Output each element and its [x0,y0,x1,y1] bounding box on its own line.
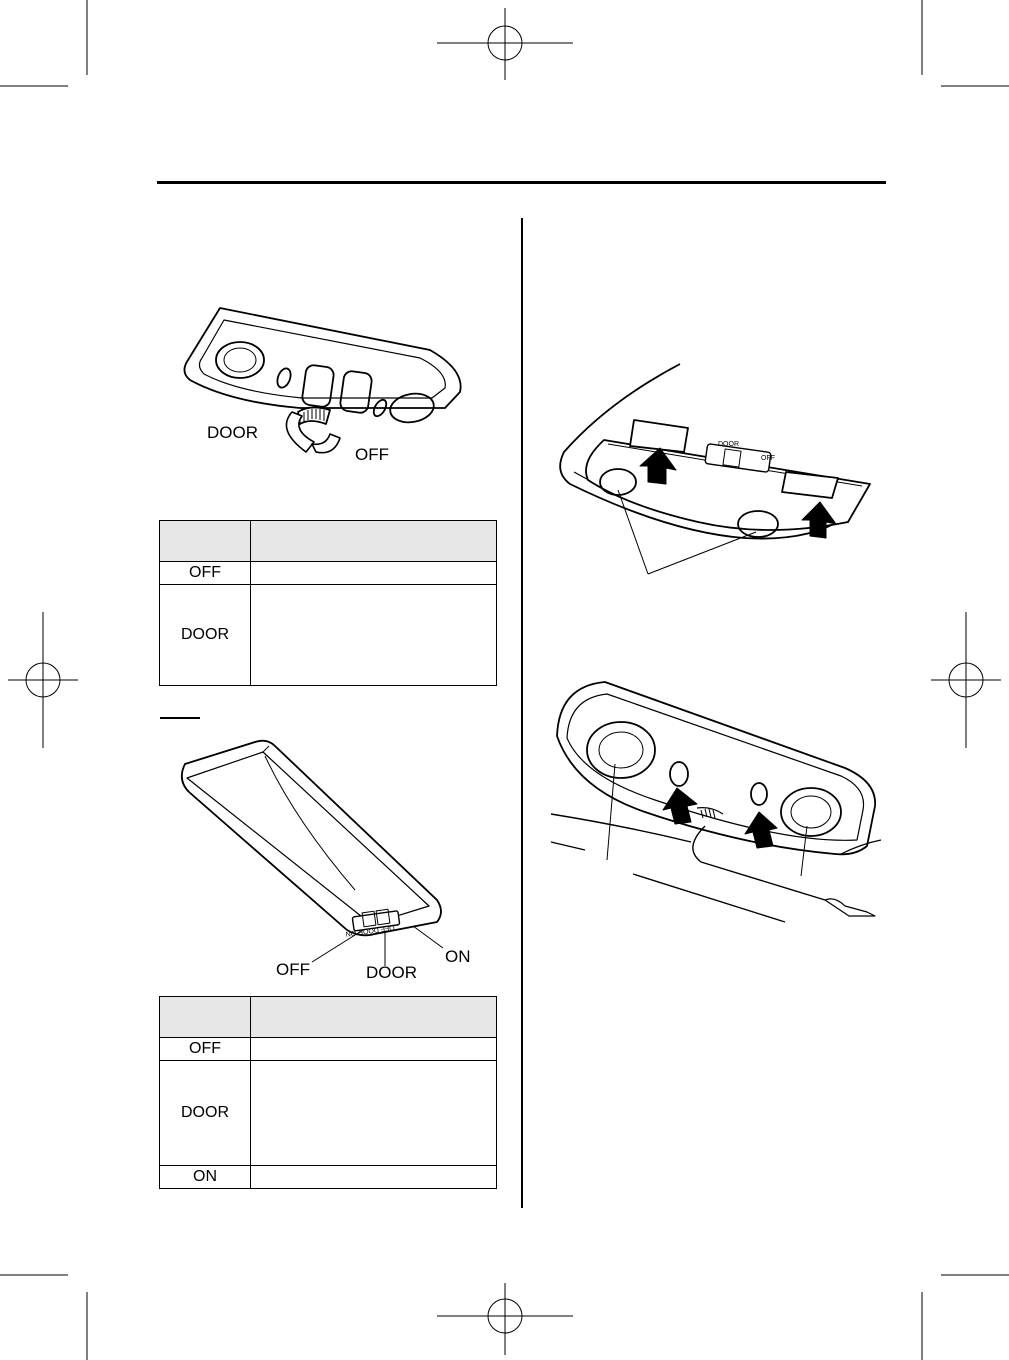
description-cell [251,1166,497,1189]
table-row [160,1038,497,1061]
position-cell: OFF [160,1038,251,1061]
description-cell [251,1038,497,1061]
console-off-label: OFF [761,455,775,462]
table-header-row [160,997,497,1038]
switch-table-1 [159,520,497,686]
description-cell [251,1061,497,1166]
console-door-label: DOOR [718,441,739,448]
position-cell: DOOR [160,1061,251,1166]
position-cell: ON [160,1166,251,1189]
header-rule [157,181,886,184]
figure-room-light-switch [175,740,475,950]
description-cell [251,562,497,585]
header-cell [160,997,251,1038]
position-cell: OFF [160,562,251,585]
description-cell [251,585,497,686]
header-cell [160,521,251,562]
table-row [160,585,497,686]
switch-door-label: DOOR [366,963,417,982]
position-cell: DOOR [160,585,251,686]
table-row [160,1166,497,1189]
table-header-row [160,521,497,562]
figure-overhead-light-dial [180,300,480,470]
switch-table-2 [159,996,497,1189]
dial-door-label: DOOR [207,423,258,442]
dial-off-label: OFF [355,445,389,464]
svg-text:OFF DOOR ON: OFF DOOR ON [345,923,395,938]
switch-off-label: OFF [276,960,310,979]
switch-on-label: ON [445,947,471,966]
figure-console-lens-removal [545,676,885,926]
column-divider [521,218,523,1208]
header-cell [251,521,497,562]
table-row [160,1061,497,1166]
figure-console-bulb-replacement [548,362,878,582]
table-row [160,562,497,585]
header-cell [251,997,497,1038]
type-heading-rule [160,717,200,719]
